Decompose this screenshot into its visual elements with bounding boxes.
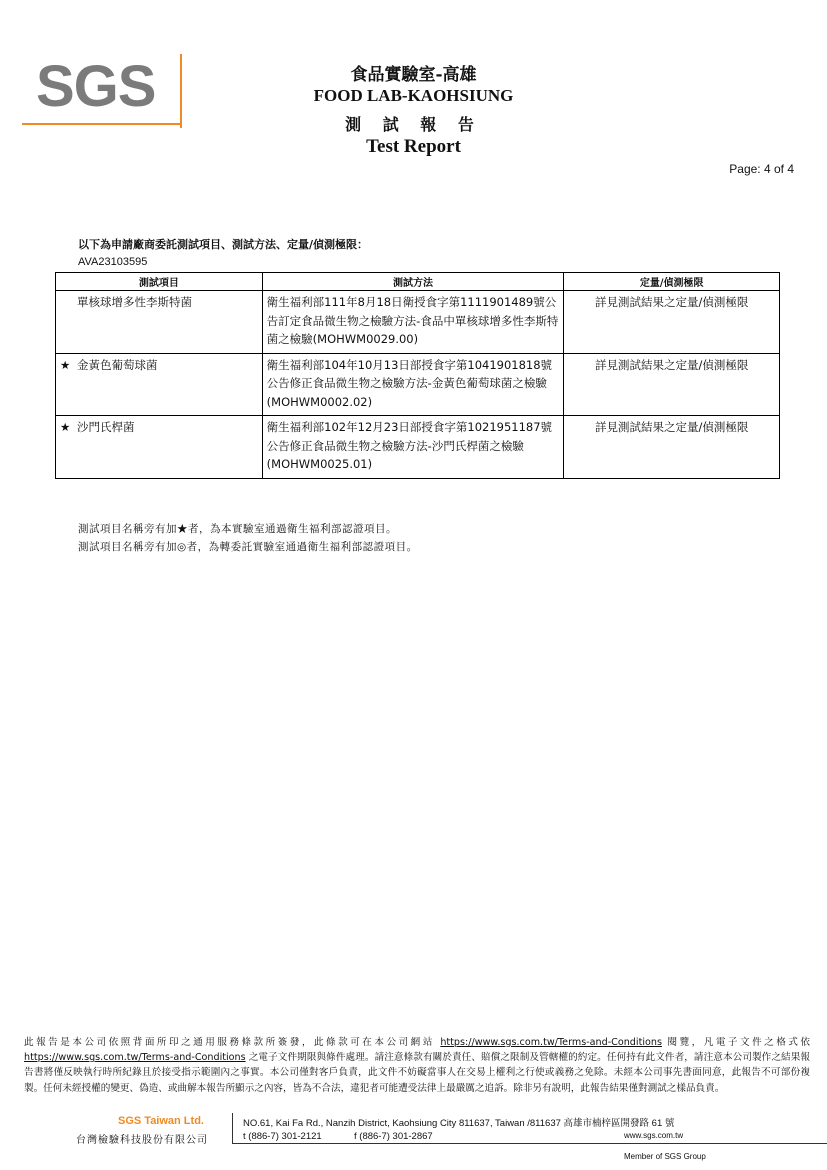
terms-link[interactable]: https://www.sgs.com.tw/Terms-and-Conditions [440, 1037, 662, 1048]
report-number: AVA23103595 [78, 256, 148, 268]
disclaimer-part-3: 之電子文件期限與條件處理。請注意條款有關於責任、賠償之限制及管轄權的約定。任何持有此文件者，請注意本公司製作之結果報告書將僅反映執行時所紀錄且於接受指示範圍內之事實。本公司僅對客戶負責，此文件不妨礙當事人在交易上權利之行使或義務之免除。未經本公司事先書面同意，此報告不可部份複製。任何未經授權的變更、偽造、或曲解本報告所顯示之內容，皆為不合法，違犯者可能遭受法律上最嚴厲之追訴。除非另有說明，此報告結果僅對測試之樣品負責。 [24, 1052, 810, 1094]
limit-cell: 詳見測試結果之定量/偵測極限 [564, 291, 780, 354]
disclaimer-part-1: 此報告是本公司依照背面所印之通用服務條款所簽發，此條款可在本公司網站 [24, 1037, 441, 1048]
report-title-zh: 測 試 報 告 [345, 115, 482, 134]
member-of-sgs-group: Member of SGS Group [624, 1152, 706, 1161]
note-circle-subcontracted: 測試項目名稱旁有加◎者，為轉委託實驗室通過衛生福利部認證項目。 [78, 541, 418, 553]
header-test-item: 測試項目 [56, 273, 263, 291]
test-item-cell [56, 353, 263, 416]
company-address: NO.61, Kai Fa Rd., Nanzih District, Kaohsiung City 811637, Taiwan /811637 高雄市楠梓區開發路 61 號 [243, 1118, 675, 1129]
test-methods-table [55, 272, 780, 479]
company-name-en: SGS Taiwan Ltd. [118, 1115, 204, 1127]
test-item-cell [56, 416, 263, 479]
page-number: Page: 4 of 4 [729, 162, 794, 176]
table-row [56, 416, 780, 479]
table-row [56, 291, 780, 354]
star-icon: ★ [60, 357, 71, 372]
table-row [56, 353, 780, 416]
note-star-accredited: 測試項目名稱旁有加★者，為本實驗室通過衛生福利部認證項目。 [78, 523, 397, 535]
header-test-method: 測試方法 [262, 273, 564, 291]
company-name-zh: 台灣檢驗科技股份有限公司 [76, 1135, 208, 1146]
limit-cell: 詳見測試結果之定量/偵測極限 [564, 353, 780, 416]
test-method-cell: 衛生福利部111年8月18日衛授食字第1111901489號公告訂定食品微生物之檢驗方法-食品中單核球增多性李斯特菌之檢驗(MOHWM0029.00) [262, 291, 564, 354]
test-item-name: 金黃色葡萄球菌 [77, 357, 158, 372]
terms-link[interactable]: https://www.sgs.com.tw/Terms-and-Conditions [24, 1052, 246, 1064]
footer-divider-vertical [232, 1113, 233, 1143]
intro-text: 以下為申請廠商委託測試項目、測試方法、定量/偵測極限： [78, 238, 369, 251]
header-limit: 定量/偵測極限 [564, 273, 780, 291]
test-item-cell [56, 291, 263, 354]
test-item-name: 單核球增多性李斯特菌 [77, 295, 192, 309]
table-header-row [56, 273, 780, 291]
lab-name-zh: 食品實驗室-高雄 [350, 65, 477, 85]
disclaimer-text [24, 1035, 810, 1096]
report-title-en: Test Report [366, 136, 461, 157]
company-phone: t (886-7) 301-2121 [243, 1131, 322, 1142]
company-fax: f (886-7) 301-2867 [354, 1131, 433, 1142]
limit-cell: 詳見測試結果之定量/偵測極限 [564, 416, 780, 479]
lab-name-en: FOOD LAB-KAOHSIUNG [313, 86, 514, 105]
footer-divider-horizontal [232, 1143, 827, 1144]
test-method-cell: 衛生福利部104年10月13日部授食字第1041901818號公告修正食品微生物之檢驗方法-金黃色葡萄球菌之檢驗(MOHWM0002.02) [262, 353, 564, 416]
company-website[interactable]: www.sgs.com.tw [624, 1131, 684, 1140]
star-icon: ★ [60, 420, 71, 434]
test-item-name: 沙門氏桿菌 [77, 420, 135, 434]
test-method-cell: 衛生福利部102年12月23日部授食字第1021951187號公告修正食品微生物之檢驗方法-沙門氏桿菌之檢驗(MOHWM0025.01) [262, 416, 564, 479]
sgs-logo-text: SGS [36, 54, 156, 119]
disclaimer-part-2: 閱覽，凡電子文件之格式依 [661, 1037, 810, 1048]
